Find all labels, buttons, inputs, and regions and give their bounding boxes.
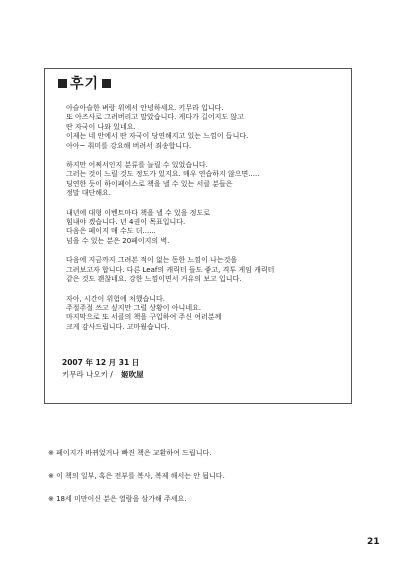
text-line: 주절주절 쓰고 싶지만 그럴 상황이 아니네요.: [66, 303, 202, 312]
square-bullet-icon: [102, 79, 111, 88]
afterword-body: [66, 104, 342, 342]
text-line: 아아~ 취미를 강요해 버려서 죄송합니다.: [66, 141, 192, 150]
text-line: 하지만 어쩌서인지 분류를 늘릴 수 있었습니다.: [66, 161, 208, 170]
note-item: ※ 페이지가 바뀌었거나 빠진 책은 교환하여 드립니다.: [48, 449, 212, 457]
text-line: 다음은 페이지 매 수도 더......: [66, 227, 156, 236]
paragraph: [66, 209, 342, 247]
note-item: ※ 18세 미만이신 분은 열람을 삼가해 주세요.: [48, 495, 187, 503]
paragraph: [66, 161, 342, 199]
text-line: 힘내야 겠습니다. 년 4권이 목표입니다.: [66, 218, 186, 227]
text-line: 아슬아슬한 벼랑 위에서 안녕하세요. 키무라 입니다.: [66, 104, 224, 112]
note-item: ※ 이 책의 일부, 혹은 전부를 복사, 복제 해서는 안 됩니다.: [48, 472, 225, 480]
signature-circle: 姬吹屋: [121, 370, 144, 379]
square-bullet-icon: [58, 79, 67, 88]
text-line: 딩연한 듯이 하이페이스로 책을 낼 수 있는 서클 분들은: [66, 179, 233, 188]
page-number: 21: [367, 537, 380, 547]
text-line: 같은 것도 괜찮네요. 강한 느낌이면서 거유의 보고 입니다.: [66, 275, 242, 284]
paragraph: [66, 256, 342, 284]
text-line: 다음에 지금까지 그려본 적이 없는 동한 느낌이 나는것을: [66, 256, 238, 265]
afterword-heading: [55, 73, 114, 93]
text-line: 그려보고자 합니다. 다른 Leaf의 캐릭터 들도 좋고, 격투 게임 캐릭터: [66, 265, 275, 274]
notes-list: [48, 448, 225, 517]
text-line: 이제는 네 안에서 딴 자국이 당연해지고 있는 느낌이 듭니다.: [66, 132, 249, 141]
signature-date: 2007 年 12 月 31 日: [62, 358, 140, 367]
signature-block: [62, 357, 144, 381]
paragraph: [66, 104, 342, 151]
text-line: 자아, 시간이 위험에 처했습니다.: [66, 294, 166, 303]
text-line: 정말 대단해요.: [66, 189, 112, 198]
paragraph: [66, 295, 342, 333]
heading-text: 후기: [70, 76, 100, 92]
text-line: 크게 감사드립니다. 고마웠습니다.: [66, 322, 170, 331]
text-line: 마지막으로 또 서클의 책을 구입하여 주신 여러분께: [66, 313, 222, 322]
text-line: 그러는 것이 느릴 것도 정도가 있지요. 매우 연습하지 않으면.....: [66, 170, 260, 179]
signature-author: 키무라 나오키 /: [62, 370, 113, 379]
text-line: 넘을 수 있는 분은 20페이지의 벽.: [66, 236, 170, 245]
text-line: 딴 자국이 나와 있네요.: [66, 122, 136, 131]
text-line: 또 아즈사로 그려버리고 말았습니다. 게다가 길어지도 않고: [66, 113, 244, 122]
text-line: 내년에 대형 이벤트마다 책을 낼 수 있을 정도로: [66, 208, 211, 217]
